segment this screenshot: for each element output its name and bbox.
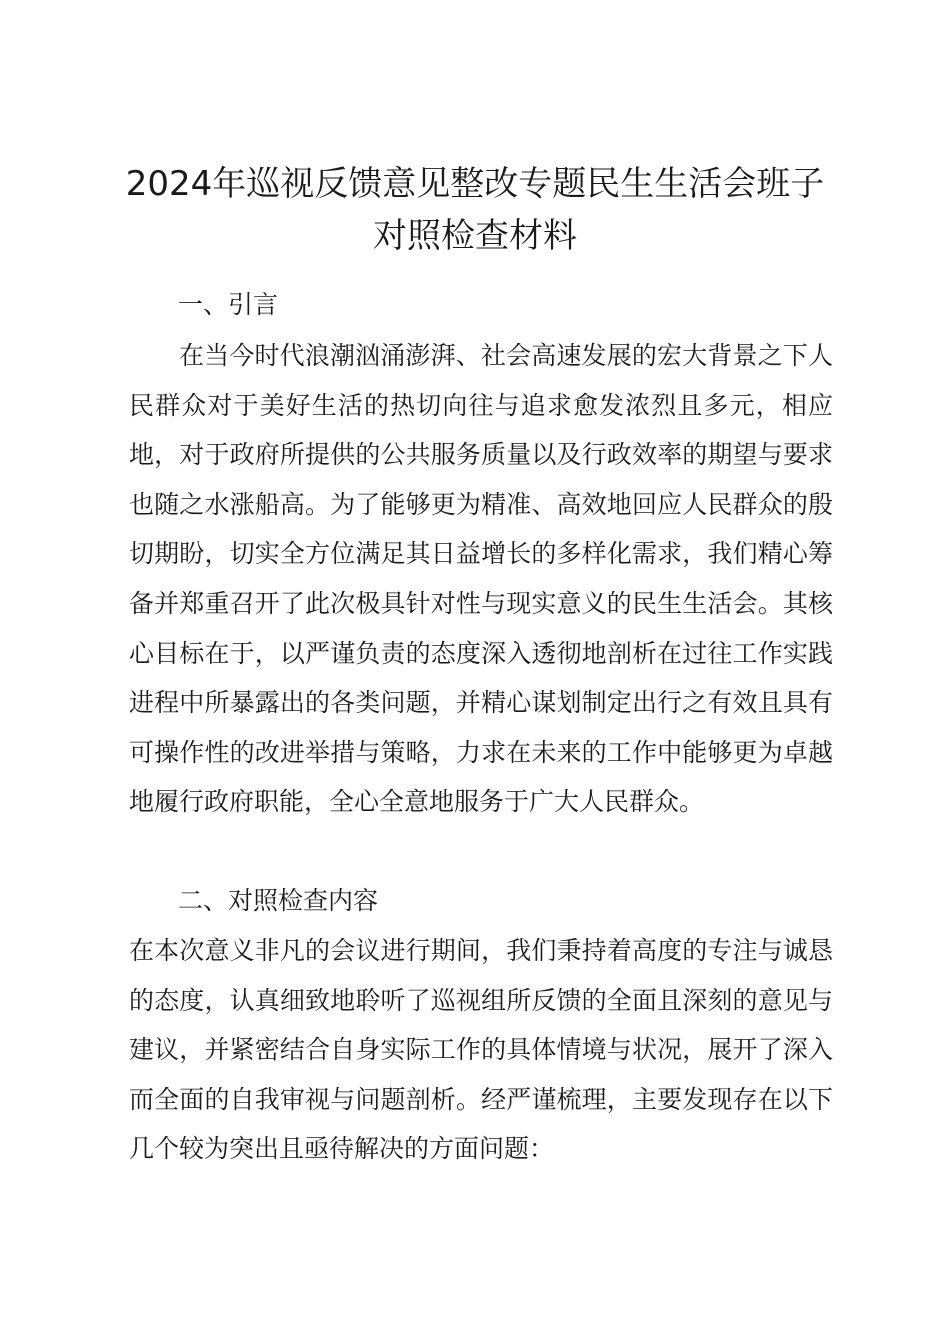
document-title: 2024年巡视反馈意见整改专题民生生活会班子对照检查材料 [125,164,825,256]
inspection-content-paragraph: 在本次意义非凡的会议进行期间，我们秉持着高度的专注与诚恳的态度，认真细致地聆听了巡视组所反馈的全面且深刻的意见与建议，并紧密结合自身实际工作的具体情境与状况，展开了深入而全面的自我审视与问题剖析。经严谨梳理，主要发现存在以下几个较为突出且亟待解决的方面问题： [129,936,833,1164]
introduction-paragraph: 在当今时代浪潮汹涌澎湃、社会高速发展的宏大背景之下人民群众对于美好生活的热切向往与追求愈发浓烈且多元，相应地，对于政府所提供的公共服务质量以及行政效率的期望与要求也随之水涨船高。为了能够更为精准、高效地回应人民群众的殷切期盼，切实全方位满足其日益增长的多样化需求，我们精心筹备并郑重召开了此次极具针对性与现实意义的民生生活会。其核心目标在于，以严谨负责的态度深入透彻地剖析在过往工作实践进程中所暴露出的各类问题，并精心谋划制定出行之有效且具有可操作性的改进举措与策略，力求在未来的工作中能够更为卓越地履行政府职能，全心全意地服务于广大人民群众。 [129,341,833,817]
section-heading-inspection-content: 二、对照检查内容 [178,886,379,915]
section-heading-introduction: 一、引言 [178,290,279,319]
